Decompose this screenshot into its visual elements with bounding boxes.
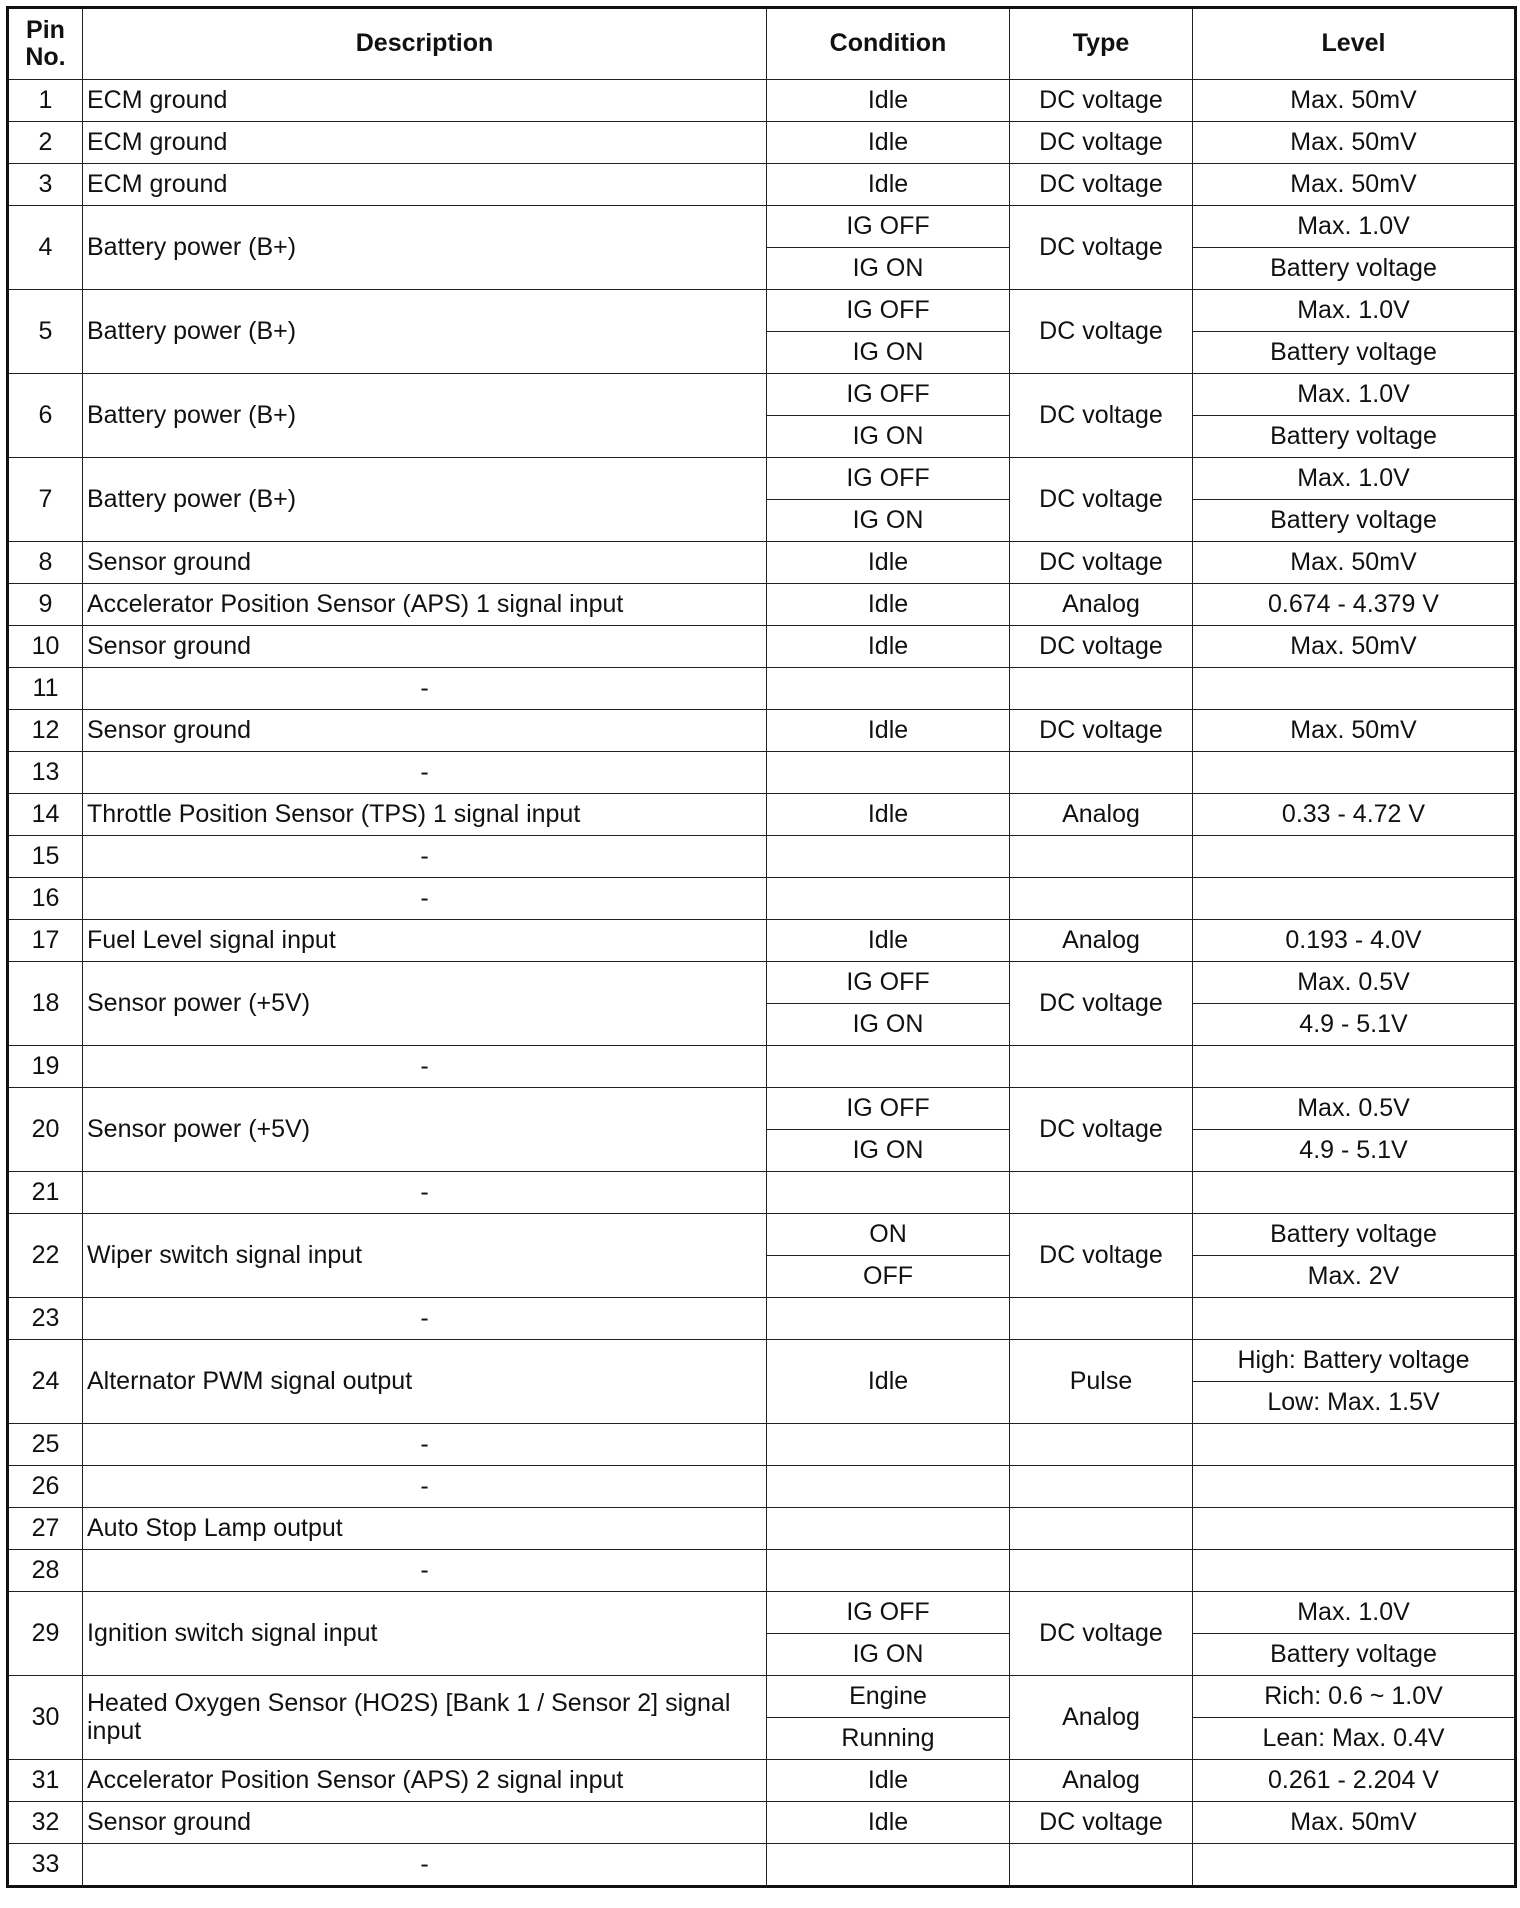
table-row [8, 206, 1516, 248]
pin-number: 10 [8, 626, 83, 668]
pin-condition [767, 752, 1010, 794]
pin-number: 7 [8, 458, 83, 542]
pin-number: 13 [8, 752, 83, 794]
pin-type: DC voltage [1010, 1214, 1193, 1298]
pin-description: Battery power (B+) [83, 206, 767, 290]
pin-table-container [6, 6, 1517, 1888]
pin-type: Analog [1010, 794, 1193, 836]
pin-number: 28 [8, 1550, 83, 1592]
pin-description: - [83, 752, 767, 794]
pin-description: Accelerator Position Sensor (APS) 1 signal input [83, 584, 767, 626]
pin-type: Pulse [1010, 1340, 1193, 1424]
pin-number: 27 [8, 1508, 83, 1550]
table-row [8, 122, 1516, 164]
pin-condition: Running [767, 1718, 1010, 1760]
pin-condition [767, 836, 1010, 878]
pin-type: DC voltage [1010, 164, 1193, 206]
header-pin: Pin No. [8, 8, 83, 80]
pin-level: Battery voltage [1193, 500, 1516, 542]
pin-level: Low: Max. 1.5V [1193, 1382, 1516, 1424]
pin-type [1010, 1172, 1193, 1214]
pin-condition: Idle [767, 1340, 1010, 1424]
pin-level [1193, 752, 1516, 794]
pin-level: 4.9 - 5.1V [1193, 1130, 1516, 1172]
pin-description: Battery power (B+) [83, 458, 767, 542]
pin-number: 2 [8, 122, 83, 164]
pin-description: Ignition switch signal input [83, 1592, 767, 1676]
pin-condition: IG ON [767, 416, 1010, 458]
pin-level: Battery voltage [1193, 248, 1516, 290]
pin-level [1193, 1424, 1516, 1466]
pin-level [1193, 836, 1516, 878]
pin-description: - [83, 1466, 767, 1508]
table-row [8, 1508, 1516, 1550]
pin-condition: Idle [767, 710, 1010, 752]
table-row [8, 542, 1516, 584]
pin-number: 24 [8, 1340, 83, 1424]
pin-description: Sensor ground [83, 626, 767, 668]
pin-description: Fuel Level signal input [83, 920, 767, 962]
table-row [8, 668, 1516, 710]
pin-type [1010, 752, 1193, 794]
pin-condition [767, 1466, 1010, 1508]
pin-description: Heated Oxygen Sensor (HO2S) [Bank 1 / Sensor 2] signal input [83, 1676, 767, 1760]
pin-type: DC voltage [1010, 710, 1193, 752]
pin-description: Battery power (B+) [83, 374, 767, 458]
header-level: Level [1193, 8, 1516, 80]
pin-description: Alternator PWM signal output [83, 1340, 767, 1424]
table-row [8, 1844, 1516, 1887]
pin-level: Lean: Max. 0.4V [1193, 1718, 1516, 1760]
pin-description: Throttle Position Sensor (TPS) 1 signal input [83, 794, 767, 836]
pin-level: 0.193 - 4.0V [1193, 920, 1516, 962]
pin-condition: IG ON [767, 332, 1010, 374]
pin-number: 22 [8, 1214, 83, 1298]
pin-number: 9 [8, 584, 83, 626]
pin-number: 29 [8, 1592, 83, 1676]
pin-number: 16 [8, 878, 83, 920]
pin-condition [767, 1172, 1010, 1214]
table-row [8, 752, 1516, 794]
pin-type: DC voltage [1010, 962, 1193, 1046]
pin-description: Accelerator Position Sensor (APS) 2 signal input [83, 1760, 767, 1802]
pin-description: Sensor ground [83, 710, 767, 752]
pin-description: ECM ground [83, 80, 767, 122]
pin-type [1010, 1424, 1193, 1466]
pin-level: Max. 50mV [1193, 710, 1516, 752]
pin-level: Max. 50mV [1193, 1802, 1516, 1844]
pin-number: 18 [8, 962, 83, 1046]
pin-number: 21 [8, 1172, 83, 1214]
table-row [8, 836, 1516, 878]
pin-level: Max. 0.5V [1193, 962, 1516, 1004]
pin-level: 0.674 - 4.379 V [1193, 584, 1516, 626]
pin-description: - [83, 668, 767, 710]
pin-condition: IG OFF [767, 206, 1010, 248]
table-row [8, 1760, 1516, 1802]
pin-level: Battery voltage [1193, 1214, 1516, 1256]
table-header [8, 8, 1516, 80]
table-row [8, 1340, 1516, 1382]
pin-number: 30 [8, 1676, 83, 1760]
table-row [8, 920, 1516, 962]
pin-level: Max. 50mV [1193, 542, 1516, 584]
pin-condition [767, 668, 1010, 710]
pin-level: Battery voltage [1193, 416, 1516, 458]
pin-description: Sensor ground [83, 542, 767, 584]
pin-level: Max. 50mV [1193, 626, 1516, 668]
pin-type [1010, 1466, 1193, 1508]
header-type: Type [1010, 8, 1193, 80]
pin-type [1010, 1508, 1193, 1550]
pin-number: 31 [8, 1760, 83, 1802]
pin-condition [767, 878, 1010, 920]
pin-condition: Idle [767, 794, 1010, 836]
pin-number: 23 [8, 1298, 83, 1340]
table-row [8, 1088, 1516, 1130]
pin-type: DC voltage [1010, 542, 1193, 584]
table-row [8, 878, 1516, 920]
pin-type [1010, 1298, 1193, 1340]
pin-type: DC voltage [1010, 122, 1193, 164]
table-row [8, 962, 1516, 1004]
pin-number: 3 [8, 164, 83, 206]
table-row [8, 80, 1516, 122]
pin-description: Sensor ground [83, 1802, 767, 1844]
pin-condition: Idle [767, 584, 1010, 626]
pin-condition: IG ON [767, 500, 1010, 542]
pin-level: Max. 1.0V [1193, 290, 1516, 332]
pin-level [1193, 1550, 1516, 1592]
table-row [8, 710, 1516, 752]
pin-condition: IG OFF [767, 458, 1010, 500]
pin-type [1010, 1550, 1193, 1592]
pin-condition [767, 1508, 1010, 1550]
table-row [8, 1592, 1516, 1634]
pin-type: DC voltage [1010, 374, 1193, 458]
pin-type: Analog [1010, 920, 1193, 962]
pin-type [1010, 668, 1193, 710]
pin-description: - [83, 878, 767, 920]
table-row [8, 1298, 1516, 1340]
pin-level: Rich: 0.6 ~ 1.0V [1193, 1676, 1516, 1718]
table-row [8, 626, 1516, 668]
pin-condition [767, 1844, 1010, 1887]
table-row [8, 1046, 1516, 1088]
pin-type: DC voltage [1010, 626, 1193, 668]
pin-table [6, 6, 1517, 1888]
table-row [8, 290, 1516, 332]
table-row [8, 794, 1516, 836]
pin-condition: Idle [767, 626, 1010, 668]
pin-level: Max. 50mV [1193, 80, 1516, 122]
pin-description: Wiper switch signal input [83, 1214, 767, 1298]
pin-number: 11 [8, 668, 83, 710]
pin-condition: IG OFF [767, 1592, 1010, 1634]
pin-level: 0.261 - 2.204 V [1193, 1760, 1516, 1802]
pin-type: DC voltage [1010, 1802, 1193, 1844]
pin-level [1193, 1172, 1516, 1214]
pin-number: 20 [8, 1088, 83, 1172]
pin-type [1010, 836, 1193, 878]
table-row [8, 458, 1516, 500]
pin-condition: Idle [767, 920, 1010, 962]
pin-description: - [83, 1046, 767, 1088]
pin-condition [767, 1550, 1010, 1592]
pin-condition: IG OFF [767, 374, 1010, 416]
pin-number: 17 [8, 920, 83, 962]
table-row [8, 1172, 1516, 1214]
pin-type: DC voltage [1010, 458, 1193, 542]
pin-number: 33 [8, 1844, 83, 1887]
pin-condition: IG OFF [767, 962, 1010, 1004]
pin-condition: Idle [767, 542, 1010, 584]
pin-number: 14 [8, 794, 83, 836]
table-row [8, 1802, 1516, 1844]
pin-condition: IG OFF [767, 290, 1010, 332]
pin-type: Analog [1010, 1760, 1193, 1802]
pin-condition: IG ON [767, 1004, 1010, 1046]
pin-condition: ON [767, 1214, 1010, 1256]
header-condition: Condition [767, 8, 1010, 80]
table-row [8, 1676, 1516, 1718]
pin-condition: Idle [767, 1760, 1010, 1802]
pin-level: Max. 0.5V [1193, 1088, 1516, 1130]
pin-condition: IG OFF [767, 1088, 1010, 1130]
pin-condition [767, 1298, 1010, 1340]
pin-type: DC voltage [1010, 290, 1193, 374]
pin-level: Max. 1.0V [1193, 458, 1516, 500]
table-row [8, 1466, 1516, 1508]
pin-description: - [83, 1172, 767, 1214]
pin-condition [767, 1046, 1010, 1088]
table-body [8, 80, 1516, 1887]
pin-level: 4.9 - 5.1V [1193, 1004, 1516, 1046]
pin-number: 5 [8, 290, 83, 374]
pin-condition: OFF [767, 1256, 1010, 1298]
pin-condition: Engine [767, 1676, 1010, 1718]
pin-level [1193, 878, 1516, 920]
pin-description: Battery power (B+) [83, 290, 767, 374]
pin-condition: Idle [767, 164, 1010, 206]
pin-level: 0.33 - 4.72 V [1193, 794, 1516, 836]
pin-level: Max. 50mV [1193, 164, 1516, 206]
pin-condition [767, 1424, 1010, 1466]
table-row [8, 1424, 1516, 1466]
pin-level [1193, 1046, 1516, 1088]
table-row [8, 164, 1516, 206]
pin-type [1010, 1046, 1193, 1088]
table-row [8, 1550, 1516, 1592]
pin-condition: IG ON [767, 1634, 1010, 1676]
pin-level: Battery voltage [1193, 332, 1516, 374]
pin-level [1193, 668, 1516, 710]
table-row [8, 374, 1516, 416]
pin-number: 12 [8, 710, 83, 752]
pin-number: 32 [8, 1802, 83, 1844]
pin-level: Max. 1.0V [1193, 206, 1516, 248]
pin-number: 26 [8, 1466, 83, 1508]
header-description: Description [83, 8, 767, 80]
pin-description: - [83, 836, 767, 878]
pin-type: DC voltage [1010, 1088, 1193, 1172]
pin-level [1193, 1508, 1516, 1550]
pin-condition: IG ON [767, 248, 1010, 290]
pin-description: - [83, 1844, 767, 1887]
pin-type [1010, 878, 1193, 920]
pin-level: High: Battery voltage [1193, 1340, 1516, 1382]
pin-type: Analog [1010, 1676, 1193, 1760]
pin-condition: Idle [767, 80, 1010, 122]
pin-type: Analog [1010, 584, 1193, 626]
pin-description: Sensor power (+5V) [83, 962, 767, 1046]
pin-level: Max. 1.0V [1193, 374, 1516, 416]
pin-condition: IG ON [767, 1130, 1010, 1172]
pin-condition: Idle [767, 1802, 1010, 1844]
pin-number: 6 [8, 374, 83, 458]
pin-number: 25 [8, 1424, 83, 1466]
pin-number: 19 [8, 1046, 83, 1088]
pin-level [1193, 1298, 1516, 1340]
pin-level: Max. 2V [1193, 1256, 1516, 1298]
pin-level [1193, 1466, 1516, 1508]
pin-description: Sensor power (+5V) [83, 1088, 767, 1172]
pin-description: - [83, 1424, 767, 1466]
table-row [8, 1214, 1516, 1256]
header-row [8, 8, 1516, 80]
pin-description: Auto Stop Lamp output [83, 1508, 767, 1550]
table-row [8, 584, 1516, 626]
pin-description: - [83, 1298, 767, 1340]
pin-description: ECM ground [83, 164, 767, 206]
pin-description: ECM ground [83, 122, 767, 164]
pin-number: 4 [8, 206, 83, 290]
pin-number: 15 [8, 836, 83, 878]
pin-description: - [83, 1550, 767, 1592]
pin-condition: Idle [767, 122, 1010, 164]
pin-type: DC voltage [1010, 206, 1193, 290]
pin-level: Max. 50mV [1193, 122, 1516, 164]
pin-level: Max. 1.0V [1193, 1592, 1516, 1634]
pin-type [1010, 1844, 1193, 1887]
pin-number: 8 [8, 542, 83, 584]
pin-level [1193, 1844, 1516, 1887]
pin-number: 1 [8, 80, 83, 122]
pin-level: Battery voltage [1193, 1634, 1516, 1676]
pin-type: DC voltage [1010, 1592, 1193, 1676]
pin-type: DC voltage [1010, 80, 1193, 122]
